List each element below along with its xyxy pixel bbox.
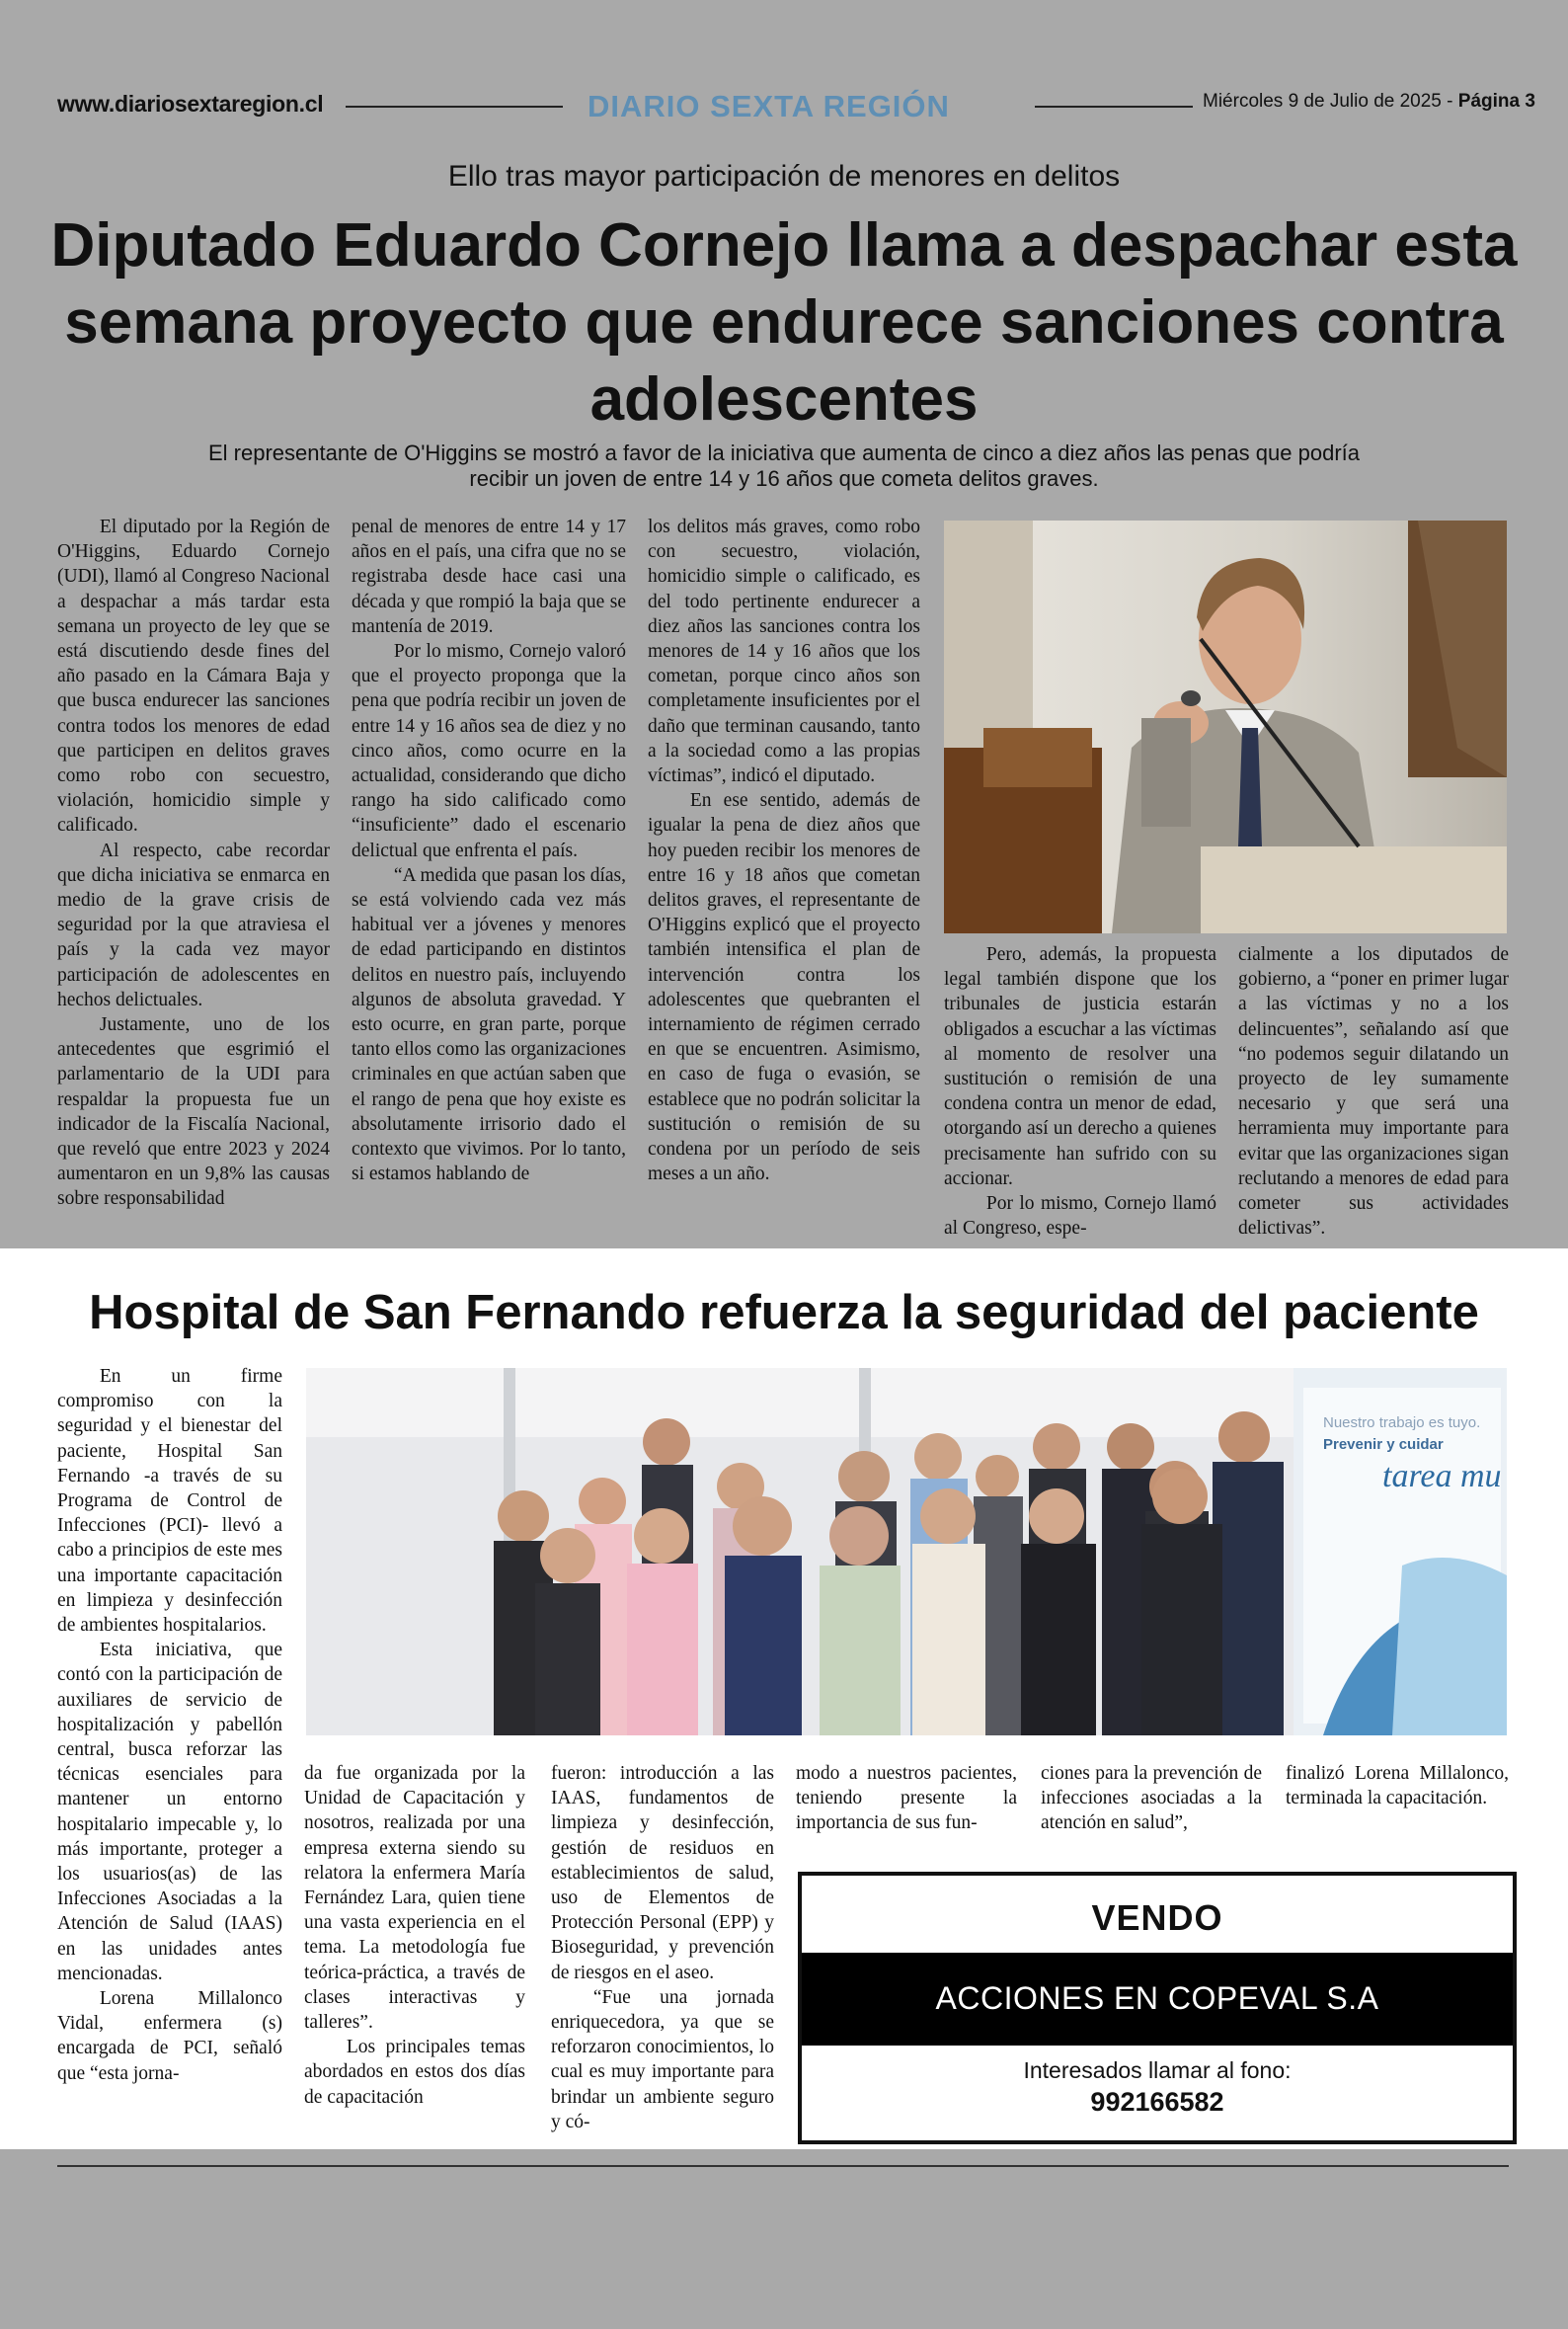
hospital-column-5: [1041, 1761, 1262, 1836]
hospital-column-3: [551, 1761, 774, 2134]
paragraph: los delitos más graves, como robo con secuestro, violación, homicidio simple o calificado, es del todo pertinente endurecer a diez años las sanciones contra los menores de 14 y 16 años que los cometan, porque cinco años son completamente insuficientes por el daño que terminan causando, tanto a la sociedad como a las propias víctimas”, indicó el diputado.: [648, 517, 920, 787]
paragraph: Lorena Millalonco Vidal, enfermera (s) encargada de PCI, señaló que “esta jorna-: [57, 1988, 282, 2084]
newspaper-brand: DIARIO SEXTA REGIÓN: [588, 89, 950, 123]
paragraph: Esta iniciativa, que contó con la participación de auxiliares de servicio de hospitalización y pabellón central, busca reforzar las técnicas esenciales para mantener un entorno hospitalario impecable y, lo más importante, proteger a los usuarios(as) de las Infecciones Asociadas a la Atención de Salud (IAAS) en las unidades antes mencionadas.: [57, 1640, 282, 1984]
date-text: Miércoles 9 de Julio de 2025 -: [1203, 91, 1458, 112]
article-headline: Diputado Eduardo Cornejo llama a despachar esta semana proyecto que endurece sanciones contra adolescentes: [50, 211, 1518, 434]
banner-text-line2: Prevenir y cuidar: [1323, 1436, 1444, 1453]
site-url[interactable]: www.diariosextaregion.cl: [57, 91, 324, 117]
ad-contact-label: Interesados llamar al fono:: [1023, 2057, 1292, 2083]
paragraph: “A medida que pasan los días, se está volviendo cada vez más habitual ver a jóvenes y menores de edad participando en distintos delitos en nuestro país, incluyendo algunos de absoluta gravedad. Y esto ocurre, en gran parte, porque tanto ellos como las organizaciones criminales en que actúan saben que el rango de pena que hoy existe es absolutamente irrisorio dado el contexto que vivimos. Por lo tanto, si estamos hablando de: [352, 864, 626, 1185]
paragraph: Los principales temas abordados en estos dos días de capacitación: [304, 2037, 525, 2108]
ad-banner: [802, 1953, 1513, 2046]
paragraph: da fue organizada por la Unidad de Capacitación y nosotros, realizada por una empresa externa siendo su relatora la enfermera María Fernández Lara, quien tiene una vasta experiencia en el tema. La metodología fue teórica-práctica, a través de clases interactivas y talleres”.: [304, 1763, 525, 2034]
article-column-2: [352, 515, 626, 1186]
article-lede: El representante de O'Higgins se mostró a favor de la iniciativa que aumenta de cinco a diez años las penas que podría recibir un joven de entre 14 y 16 años que cometa delitos graves.: [207, 441, 1360, 491]
article-column-5: [1238, 942, 1509, 1241]
paragraph: En ese sentido, además de igualar la pena de diez años que hoy pueden recibir los menores de entre 16 y 18 años que cometan delitos graves, el representante de O'Higgins explicó que el proyecto también intensifica el plan de intervención contra los adolescentes que quebranten el internamiento de régimen cerrado en que se encuentren. Asimismo, en caso de fuga o evasión, se establece que no podrán solicitar la sustitución o remisión de su condena por un período de seis meses a un año.: [648, 790, 920, 1185]
paragraph: penal de menores de entre 14 y 17 años en el país, una cifra que no se registraba desde hace casi una década y que rompió la baja que se mantenía de 2019.: [352, 517, 626, 637]
paragraph: Por lo mismo, Cornejo valoró que el proyecto proponga que la pena que podría recibir un joven de entre 14 y 16 años sea de diez y no cinco años, como ocurre en la actualidad, considerando que dicho rango ha sido calificado como “insuficiente” dado el escenario delictual que enfrenta el país.: [352, 641, 626, 861]
hospital-column-2: [304, 1761, 525, 2110]
hospital-staff-photo: [306, 1368, 1507, 1735]
paragraph: Al respecto, cabe recordar que dicha iniciativa se enmarca en medio de la grave crisis de seguridad por la que atraviesa el país y la cada vez mayor participación de adolescentes en hechos delictuales.: [57, 840, 330, 1010]
ad-title: VENDO: [1091, 1897, 1223, 1938]
page-number: Página 3: [1457, 91, 1535, 112]
article-column-3: [648, 515, 920, 1186]
paragraph: Por lo mismo, Cornejo llamó al Congreso, espe-: [944, 1193, 1216, 1240]
hospital-column-6: [1286, 1761, 1509, 1810]
article-kicker: Ello tras mayor participación de menores en delitos: [447, 160, 1121, 193]
paragraph: Pero, además, la propuesta legal también dispone que los tribunales de justicia estarán obligados a escuchar a las víctimas al momento de resolver una sustitución o remisión de una condena contra un menor de edad, otorgando así un derecho a quienes precisamente han sufrido con su accionar.: [944, 944, 1216, 1189]
paragraph: ciones para la prevención de infecciones asociadas a la atención en salud”,: [1041, 1763, 1262, 1834]
paragraph: El diputado por la Región de O'Higgins, Eduardo Cornejo (UDI), llamó al Congreso Nacional a despachar a más tardar esta semana un proyecto de ley que se está discutiendo desde fines del año pasado en la Cámara Baja y que busca endurecer las sanciones contra todos los menores de edad que participen en delitos graves como robo con secuestro, violación, homicidio simple y calificado.: [57, 517, 330, 837]
paragraph: En un firme compromiso con la seguridad y el bienestar del paciente, Hospital San Fernando -a través de su Programa de Control de Infecciones (PCI)- llevó a cabo a principios de este mes una importante capacitación en limpieza y desinfección de ambientes hospitalarios.: [57, 1366, 282, 1637]
paragraph: finalizó Lorena Millalonco, terminada la capacitación.: [1286, 1763, 1509, 1809]
banner-text-line3: tarea mu: [1382, 1458, 1502, 1494]
hospital-column-1: [57, 1364, 282, 2086]
banner-text-line1: Nuestro trabajo es tuyo.: [1323, 1414, 1481, 1431]
deputy-photo: [944, 521, 1507, 933]
classified-ad: [798, 1872, 1517, 2144]
issue-date: [1203, 91, 1535, 113]
paragraph: modo a nuestros pacientes, teniendo presente la importancia de sus fun-: [796, 1763, 1017, 1834]
paragraph: “Fue una jornada enriquecedora, ya que se reforzaron conocimientos, lo cual es muy importante para brindar un ambiente seguro y có-: [551, 1986, 774, 2132]
header-divider-right: [1035, 106, 1193, 108]
ad-phone-number[interactable]: 992166582: [1090, 2087, 1224, 2117]
footer-divider: [57, 2165, 1509, 2167]
article-column-4: [944, 942, 1216, 1241]
header-divider-left: [346, 106, 563, 108]
hospital-headline: Hospital de San Fernando refuerza la seguridad del paciente: [89, 1286, 1479, 1339]
paragraph: cialmente a los diputados de gobierno, a “poner en primer lugar a las víctimas y no a los delincuentes”, señalando así que “no podemos seguir dilatando un proyecto de ley sumamente necesario y que será una herramienta muy importante para evitar que las organizaciones sigan reclutando a menores de edad para cometer sus actividades delictivas”.: [1238, 944, 1509, 1240]
hospital-column-4: [796, 1761, 1017, 1836]
paragraph: fueron: introducción a las IAAS, fundamentos de limpieza y desinfección, gestión de residuos en establecimientos de salud, uso de Elementos de Protección Personal (EPP) y Bioseguridad, y prevención de riesgos en el aseo.: [551, 1763, 774, 1983]
paragraph: Justamente, uno de los antecedentes que esgrimió el parlamentario de la UDI para respaldar la propuesta fue un indicador de la Fiscalía Nacional, que reveló que entre 2023 y 2024 aumentaron en un 9,8% las causas sobre responsabilidad: [57, 1014, 330, 1210]
article-column-1: [57, 515, 330, 1212]
ad-banner-text: ACCIONES EN COPEVAL S.A: [935, 1980, 1379, 2016]
